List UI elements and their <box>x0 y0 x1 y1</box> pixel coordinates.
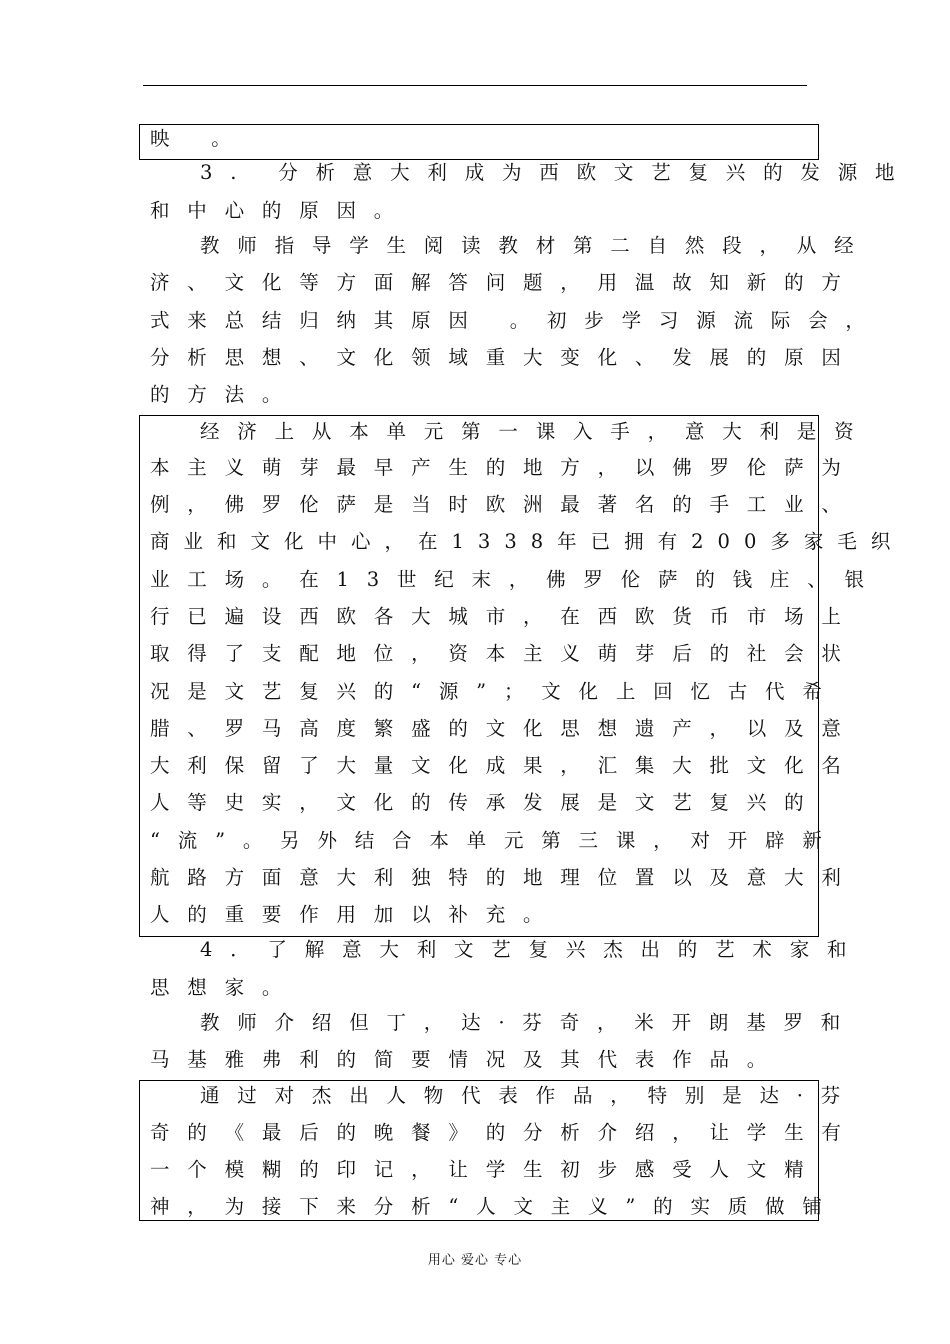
text-line: 人的重要作用加以补充。 <box>150 903 561 926</box>
text-line: 和中心的原因。 <box>150 199 412 222</box>
text-line: 的方法。 <box>150 383 300 406</box>
text-line: 人等史实，文化的传承发展是文艺复兴的 <box>150 791 822 814</box>
text-line: 况是文艺复兴的“源”；文化上回忆古代希 <box>150 680 840 703</box>
text-line: 济、文化等方面解答问题，用温故知新的方 <box>150 271 859 294</box>
text-line: 本主义萌芽最早产生的地方，以佛罗伦萨为 <box>150 456 859 479</box>
text-line: 式来总结归纳其原因 。初步学习源流际会， <box>150 309 883 332</box>
text-line: “流”。另外结合本单元第三课，对开辟新 <box>150 829 840 852</box>
text-line: 教师指导学生阅读教材第二自然段，从经 <box>200 234 872 257</box>
text-line: 映 。 <box>150 127 249 150</box>
page-footer: 用心 爱心 专心 <box>427 1253 523 1268</box>
text-line: 通过对杰出人物代表作品，特别是达·芬 <box>200 1084 859 1107</box>
text-line: 神，为接下来分析“人文主义”的实质做铺 <box>150 1195 840 1218</box>
text-line: 经济上从本单元第一课入手，意大利是资 <box>200 420 872 443</box>
text-line: 业工场。在13世纪末，佛罗伦萨的钱庄、银 <box>150 568 882 591</box>
text-line: 奇的《最后的晚餐》的分析介绍，让学生有 <box>150 1121 859 1144</box>
text-line: 一个模糊的印记，让学生初步感受人文精 <box>150 1158 822 1181</box>
text-line: 取得了支配地位，资本主义萌芽后的社会状 <box>150 642 859 665</box>
text-line: 思想家。 <box>150 976 300 999</box>
header-rule <box>143 85 807 86</box>
text-line: 马基雅弗利的简要情况及其代表作品。 <box>150 1048 785 1071</box>
text-line: 教师介绍但丁，达·芬奇，米开朗基罗和 <box>200 1011 859 1034</box>
text-line: 3. 分析意大利成为西欧文艺复兴的发源地 <box>200 161 913 184</box>
text-line: 例，佛罗伦萨是当时欧洲最著名的手工业、 <box>150 493 859 516</box>
text-line: 商业和文化中心，在1338年已拥有200多家毛织 <box>150 530 905 553</box>
text-line: 分析思想、文化领域重大变化、发展的原因 <box>150 346 859 369</box>
text-line: 航路方面意大利独特的地理位置以及意大利 <box>150 866 859 889</box>
text-line: 4．了解意大利文艺复兴杰出的艺术家和 <box>200 938 865 961</box>
text-line: 行已遍设西欧各大城市，在西欧货币市场上 <box>150 605 859 628</box>
text-line: 腊、罗马高度繁盛的文化思想遗产，以及意 <box>150 717 859 740</box>
text-line: 大利保留了大量文化成果，汇集大批文化名 <box>150 754 859 777</box>
